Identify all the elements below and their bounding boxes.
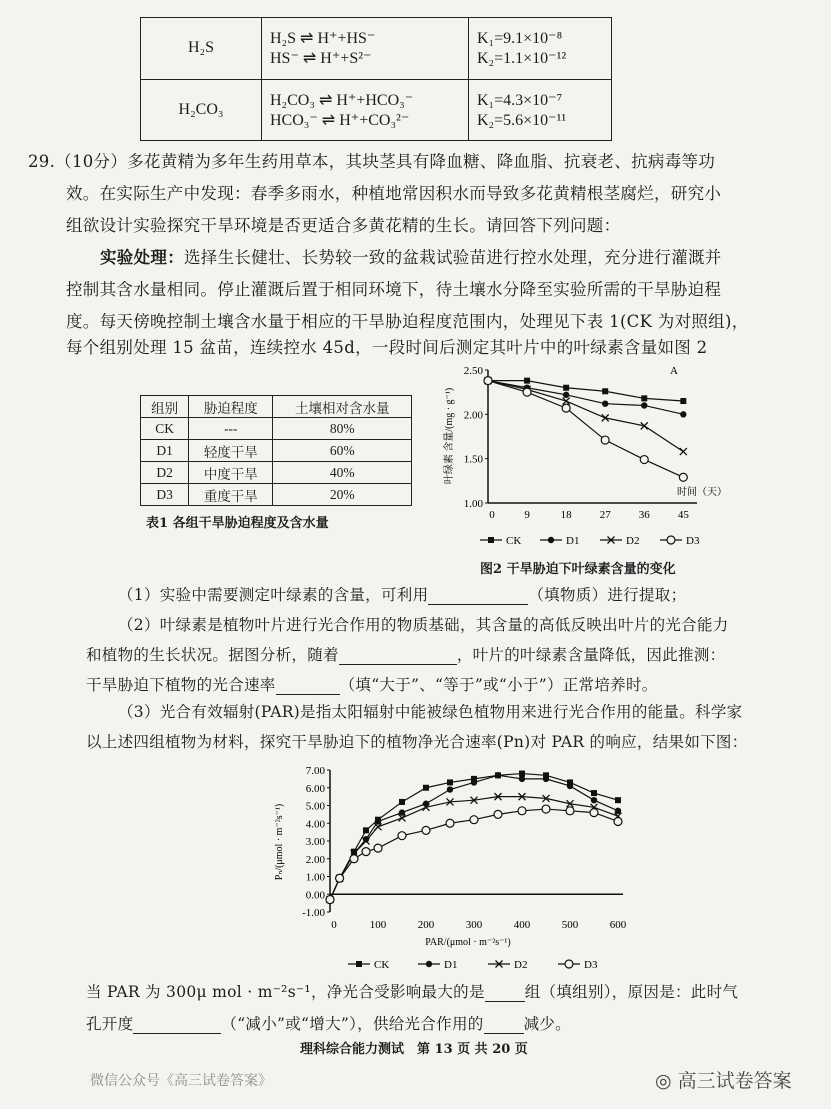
figure2-caption: 图2 干旱胁迫下叶绿素含量的变化	[480, 562, 676, 577]
y-tick-label: 0.00	[305, 889, 325, 902]
th: 胁迫程度	[189, 396, 273, 418]
marker-circle	[562, 404, 570, 412]
equation: H₂CO₃ ⇌ H⁺+HCO₃⁻	[270, 91, 414, 109]
y-tick-label: 1.00	[463, 498, 483, 510]
marker-circle	[523, 388, 531, 396]
y-tick-label: 2.00	[305, 853, 325, 866]
th: 组别	[141, 396, 189, 418]
x-tick-label: 400	[513, 919, 531, 931]
wechat-icon: ◎	[655, 1070, 678, 1092]
marker-dot	[519, 776, 525, 782]
text: （1）实验中需要测定叶绿素的含量，可利用	[118, 586, 429, 604]
series-line-D2	[488, 381, 683, 452]
y-tick-label: 1.50	[463, 453, 483, 466]
marker-circle	[374, 844, 382, 852]
legend-label: D1	[566, 535, 580, 547]
marker-dot	[447, 786, 453, 792]
text: （“减小”或“增大”），供给光合作用的	[221, 1015, 484, 1033]
text: 组（填组别），原因是：此时气	[524, 983, 739, 1001]
marker-square	[399, 799, 405, 805]
y-tick-label: -1.00	[302, 907, 325, 919]
question-2: （2）叶绿素是植物叶片进行光合作用的物质基础，其含量的高低反映出叶片的光合能力	[118, 616, 729, 634]
marker-circle	[679, 473, 687, 481]
acid-name: H₂CO₃	[141, 79, 262, 141]
watermark-stamp: 微信公众号《高三试卷答案》	[90, 1073, 272, 1089]
x-tick-label: 0	[331, 919, 337, 931]
marker-circle	[446, 819, 454, 827]
series-line-CK	[330, 774, 618, 900]
y-tick-label: 4.00	[305, 818, 325, 831]
marker-circle	[542, 805, 550, 813]
text: ，叶片的叶绿素含量降低，因此推测：	[456, 646, 726, 664]
cell: 80%	[273, 418, 412, 440]
y-tick-label: 6.00	[305, 782, 325, 795]
legend-label: D3	[584, 959, 598, 971]
marker-circle	[398, 832, 406, 840]
watermark-text: 高三试卷答案	[677, 1070, 792, 1092]
question-1	[118, 583, 686, 605]
marker-dot	[426, 961, 432, 967]
chlorophyll-chart	[430, 358, 730, 554]
x-tick-label: 9	[524, 509, 530, 521]
y-axis-label: 叶绿素 含量/(mg · g⁻¹)	[444, 387, 455, 485]
x-tick-label: 200	[417, 919, 435, 931]
q29-text: 效。在实际生产中发现：春季多雨水，种植地常因积水而导致多花黄精根茎腐烂，研究小	[66, 184, 722, 203]
y-tick-label: 3.00	[305, 836, 325, 848]
marker-square	[363, 827, 369, 833]
question-2	[86, 673, 658, 695]
x-tick-label: 300	[465, 919, 483, 931]
y-axis-label: Pₙ/(μmol · m⁻²s⁻¹)	[274, 803, 285, 881]
marker-circle	[362, 848, 370, 856]
watermark	[655, 1066, 792, 1093]
text: 和植物的生长状况。据图分析，随着	[86, 646, 339, 664]
series-line-D1	[330, 775, 618, 899]
legend-label: CK	[374, 959, 390, 971]
x-tick-label: 600	[609, 919, 627, 931]
x-tick-label: 0	[489, 509, 495, 521]
x-tick-label: 500	[561, 919, 579, 931]
cell: CK	[141, 418, 189, 440]
q29-text: 度。每天傍晚控制土壤含水量于相应的干旱胁迫程度范围内，处理见下表 1(CK 为对照组)，	[66, 312, 749, 331]
series-line-D2	[330, 797, 618, 900]
answer-blank[interactable]	[485, 983, 525, 1002]
marker-cross	[680, 448, 687, 455]
x-tick-label: 36	[638, 509, 650, 521]
marker-dot	[680, 411, 686, 417]
acid-constant-table	[140, 17, 612, 141]
marker-circle	[667, 536, 675, 544]
q29-text: 组欲设计实验探究干旱环境是否更适合多黄花精的生长。请回答下列问题：	[66, 216, 621, 235]
text: 干旱胁迫下植物的光合速率	[86, 676, 276, 694]
equation: HS⁻ ⇌ H⁺+S²⁻	[270, 50, 372, 68]
marker-square	[519, 771, 525, 777]
answer-blank[interactable]	[484, 1015, 524, 1034]
marker-dot	[423, 801, 429, 807]
y-tick-label: 7.00	[305, 765, 325, 777]
marker-square	[563, 385, 569, 391]
cell: D1	[141, 440, 189, 462]
question-3: 以上述四组植物为材料，探究干旱胁迫下的植物净光合速率(Pn)对 PAR 的响应，结果如下图：	[86, 733, 748, 751]
marker-square	[641, 395, 647, 401]
equation: H₂S ⇌ H⁺+HS⁻	[270, 30, 376, 48]
marker-dot	[602, 400, 608, 406]
constant: K₁=4.3×10⁻⁷	[477, 91, 563, 109]
answer-blank[interactable]	[276, 676, 340, 695]
question-3	[86, 1012, 571, 1034]
legend-label: D3	[686, 535, 700, 547]
legend-label: D2	[514, 959, 528, 971]
x-tick-label: 27	[599, 509, 611, 521]
x-tick-label: 100	[369, 919, 387, 931]
marker-circle	[484, 377, 492, 385]
q29-text: 29.（10分）多花黄精为多年生药用草本，其块茎具有降血糖、降血脂、抗衰老、抗病毒等功	[28, 152, 716, 171]
marker-circle	[590, 809, 598, 817]
text: 减少。	[523, 1015, 571, 1033]
marker-dot	[641, 402, 647, 408]
marker-square	[356, 961, 362, 967]
annotation: A	[670, 365, 678, 377]
legend-label: D1	[444, 959, 458, 971]
table1	[140, 395, 412, 506]
page-footer: 理科综合能力测试 第 13 页 共 20 页	[300, 1042, 528, 1057]
marker-circle	[494, 810, 502, 818]
marker-circle	[470, 816, 478, 824]
acid-name: H₂S	[141, 18, 262, 80]
question-3	[86, 980, 738, 1002]
marker-circle	[640, 456, 648, 464]
answer-blank[interactable]	[339, 646, 457, 665]
y-tick-label: 2.50	[463, 365, 483, 377]
th: 土壤相对含水量	[273, 396, 412, 418]
marker-dot	[543, 776, 549, 782]
question-3: （3）光合有效辐射(PAR)是指太阳辐射中能被绿色植物用来进行光合作用的能量。科学家	[118, 703, 743, 721]
y-tick-label: 1.00	[305, 871, 325, 884]
marker-circle	[336, 874, 344, 882]
marker-dot	[563, 392, 569, 398]
constant: K₂=1.1×10⁻¹²	[477, 50, 567, 68]
marker-circle	[518, 807, 526, 815]
marker-circle	[565, 960, 573, 968]
question-2	[86, 643, 725, 665]
cell: D3	[141, 484, 189, 506]
answer-blank[interactable]	[133, 1015, 221, 1034]
marker-square	[615, 797, 621, 803]
x-axis-label: PAR/(μmol · m⁻²s⁻¹)	[425, 937, 511, 948]
cell: 重度干旱	[189, 484, 273, 506]
marker-square	[680, 398, 686, 404]
q29-text: 控制其含水量相同。停止灌溉后置于相同环境下，待土壤水分降至实验所需的干旱胁迫程	[66, 280, 722, 299]
constant: K₁=9.1×10⁻⁸	[477, 30, 563, 48]
marker-square	[447, 779, 453, 785]
constant: K₂=5.6×10⁻¹¹	[477, 111, 567, 129]
bold-label: 实验处理：	[100, 248, 184, 267]
marker-dot	[567, 783, 573, 789]
cell: D2	[141, 462, 189, 484]
cell: 20%	[273, 484, 412, 506]
marker-square	[423, 785, 429, 791]
series-line-CK	[488, 381, 683, 401]
text: （填物质）进行提取；	[528, 586, 687, 604]
legend-label: D2	[626, 535, 640, 547]
marker-dot	[471, 779, 477, 785]
marker-circle	[326, 896, 334, 904]
cell: 40%	[273, 462, 412, 484]
text: 当 PAR 为 300μ mol · m⁻²s⁻¹，净光合受影响最大的是	[86, 983, 485, 1001]
cell: 60%	[273, 440, 412, 462]
marker-circle	[422, 826, 430, 834]
y-tick-label: 2.00	[463, 409, 483, 422]
text: 选择生长健壮、长势较一致的盆栽试验苗进行控水处理，充分进行灌溉并	[184, 248, 722, 267]
marker-square	[591, 790, 597, 796]
marker-cross	[563, 398, 570, 405]
marker-circle	[601, 436, 609, 444]
legend-label: CK	[506, 535, 522, 547]
marker-circle	[566, 807, 574, 815]
y-tick-label: 5.00	[305, 800, 325, 813]
q29-text: 每个组别处理 15 盆苗，连续控水 45d，一段时间后测定其叶片中的叶绿素含量如图 2	[66, 338, 708, 357]
equation: HCO₃⁻ ⇌ H⁺+CO₃²⁻	[270, 111, 410, 129]
pn-par-chart	[268, 762, 648, 976]
cell: 中度干旱	[189, 462, 273, 484]
table1-caption: 表1 各组干旱胁迫程度及含水量	[146, 516, 329, 531]
marker-dot	[548, 537, 554, 543]
marker-square	[602, 388, 608, 394]
x-tick-label: 18	[560, 509, 572, 521]
marker-dot	[495, 772, 501, 778]
marker-circle	[614, 817, 622, 825]
marker-circle	[350, 855, 358, 863]
answer-blank[interactable]	[428, 586, 528, 605]
x-axis-label: 时间（天）	[677, 487, 727, 498]
marker-square	[488, 537, 494, 543]
cell: ---	[189, 418, 273, 440]
marker-dot	[591, 797, 597, 803]
text: 孔开度	[86, 1015, 134, 1033]
marker-square	[524, 378, 530, 384]
cell: 轻度干旱	[189, 440, 273, 462]
text: （填“大于”、“等于”或“小于”）正常培养时。	[339, 676, 658, 694]
x-tick-label: 45	[677, 509, 689, 521]
series-line-D3	[488, 381, 683, 478]
q29-text	[100, 244, 722, 268]
